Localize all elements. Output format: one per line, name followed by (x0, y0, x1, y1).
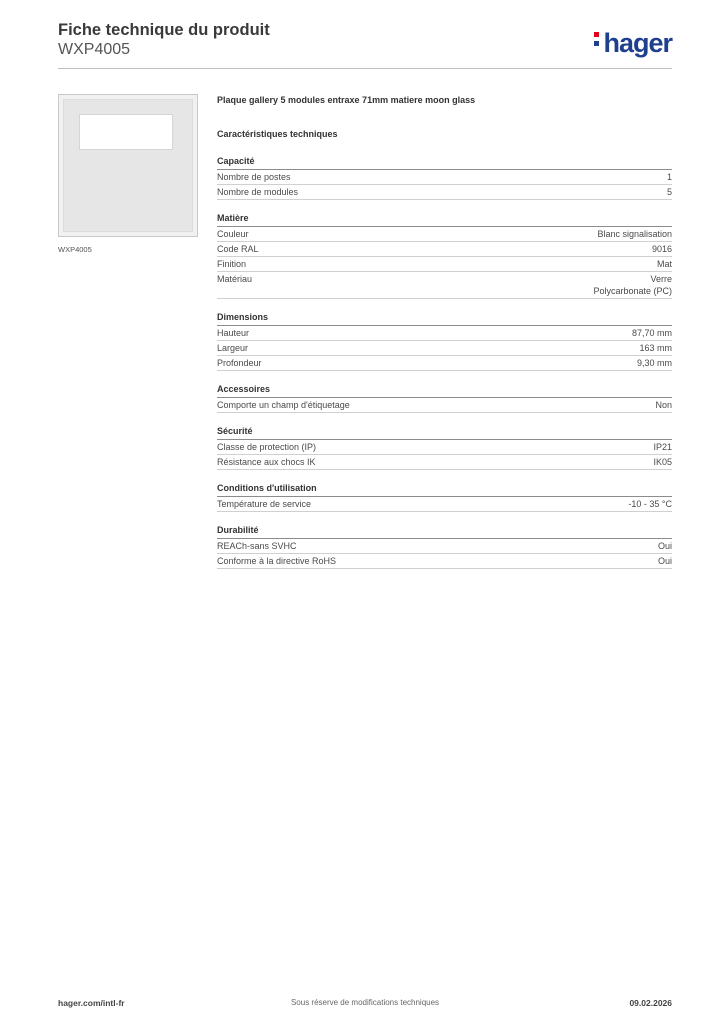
document-title: Fiche technique du produit (58, 21, 270, 39)
section-title: Capacité (217, 156, 672, 170)
spec-section (217, 384, 672, 413)
spec-section (217, 156, 672, 200)
spec-value-line: 1 (666, 172, 672, 182)
specs-heading: Caractéristiques techniques (217, 129, 338, 139)
spec-value (655, 399, 672, 411)
spec-row (217, 257, 672, 272)
spec-value-line: 9016 (651, 244, 672, 254)
footer-website[interactable]: hager.com/intl-fr (58, 998, 125, 1008)
header-divider (58, 68, 672, 69)
spec-row (217, 272, 672, 299)
spec-value-line: Polycarbonate (PC) (593, 286, 672, 296)
spec-label: Résistance aux chocs IK (217, 457, 316, 467)
image-caption: WXP4005 (58, 245, 92, 254)
spec-value-line: IK05 (653, 457, 672, 467)
spec-row (217, 398, 672, 413)
product-description: Plaque gallery 5 modules entraxe 71mm matiere moon glass (217, 95, 476, 105)
spec-value (657, 258, 672, 270)
spec-value-line: Mat (656, 259, 672, 269)
spec-sections (217, 156, 672, 569)
section-title: Matière (217, 213, 672, 227)
spec-value-line: Blanc signalisation (597, 229, 672, 239)
spec-section (217, 426, 672, 470)
spec-value-line: Oui (657, 541, 672, 551)
spec-value (653, 456, 672, 468)
spec-label: Couleur (217, 229, 249, 239)
logo-text: hager (603, 28, 672, 58)
spec-row (217, 185, 672, 200)
document-header (58, 20, 672, 60)
spec-value (667, 171, 672, 183)
spec-label: Nombre de postes (217, 172, 291, 182)
spec-value (639, 342, 672, 354)
spec-row (217, 326, 672, 341)
spec-section (217, 312, 672, 371)
spec-label: Largeur (217, 343, 249, 353)
spec-label: Comporte un champ d'étiquetage (217, 400, 350, 410)
spec-row (217, 356, 672, 371)
spec-label: Classe de protection (IP) (217, 442, 317, 452)
spec-row (217, 554, 672, 569)
spec-value-line: 87,70 mm (631, 328, 672, 338)
spec-label: Code RAL (217, 244, 259, 254)
spec-value-line: Non (655, 400, 672, 410)
spec-label: Finition (217, 259, 247, 269)
spec-value-line: 163 mm (639, 343, 672, 353)
product-reference: WXP4005 (58, 41, 131, 58)
spec-label: Nombre de modules (217, 187, 299, 197)
spec-row (217, 227, 672, 242)
spec-label: Profondeur (217, 358, 262, 368)
spec-label: Hauteur (217, 328, 250, 338)
spec-value (597, 228, 672, 240)
spec-section (217, 213, 672, 299)
spec-value-line: -10 - 35 °C (628, 499, 672, 509)
spec-value (658, 540, 672, 552)
spec-value (653, 441, 672, 453)
spec-label: Matériau (217, 274, 253, 284)
spec-value (632, 327, 672, 339)
spec-row (217, 455, 672, 470)
section-title: Dimensions (217, 312, 672, 326)
spec-label: REACh-sans SVHC (217, 541, 297, 551)
spec-value-line: IP21 (653, 442, 672, 452)
spec-value-line: Verre (650, 274, 672, 284)
spec-value (628, 498, 672, 510)
footer-disclaimer: Sous réserve de modifications techniques (290, 998, 440, 1007)
specifications-panel (217, 95, 672, 569)
spec-row (217, 440, 672, 455)
spec-value (652, 243, 672, 255)
spec-row (217, 497, 672, 512)
spec-value (593, 273, 672, 297)
spec-row (217, 242, 672, 257)
spec-value-line: 5 (666, 187, 672, 197)
hager-logo (594, 28, 672, 59)
spec-value (667, 186, 672, 198)
product-image (58, 94, 198, 237)
plate-opening (79, 114, 173, 150)
logo-dots-icon (594, 28, 600, 50)
spec-section (217, 525, 672, 569)
spec-label: Conforme à la directive RoHS (217, 556, 337, 566)
spec-value (658, 555, 672, 567)
section-title: Sécurité (217, 426, 672, 440)
footer-date: 09.02.2026 (629, 998, 672, 1008)
spec-row (217, 539, 672, 554)
spec-row (217, 170, 672, 185)
spec-section (217, 483, 672, 512)
spec-label: Température de service (217, 499, 312, 509)
spec-value (637, 357, 672, 369)
spec-value-line: 9,30 mm (636, 358, 672, 368)
spec-value-line: Oui (657, 556, 672, 566)
section-title: Durabilité (217, 525, 672, 539)
spec-row (217, 341, 672, 356)
section-title: Accessoires (217, 384, 672, 398)
section-title: Conditions d'utilisation (217, 483, 672, 497)
